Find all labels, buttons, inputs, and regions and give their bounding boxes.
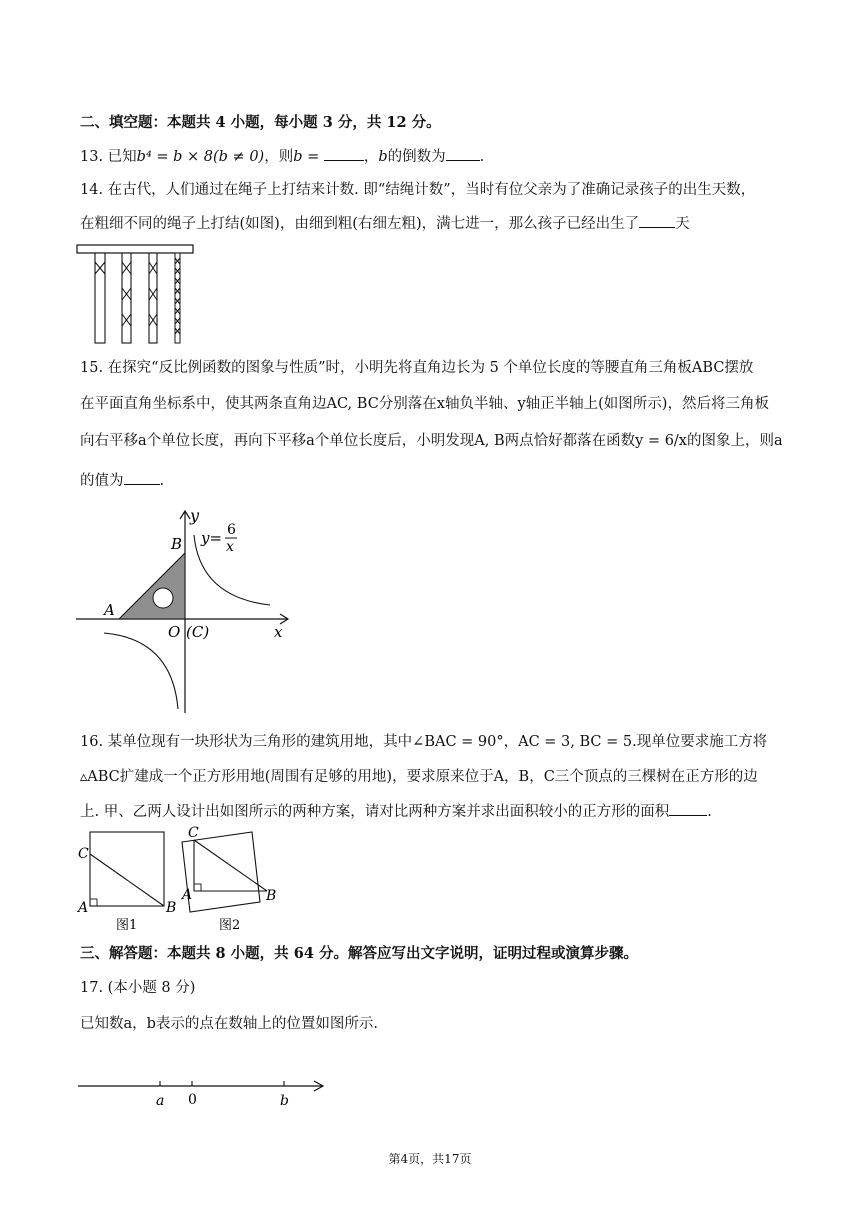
answer-blank-13a[interactable] (324, 146, 364, 161)
q14-line2-end: 天 (675, 216, 690, 232)
triangle-abc (119, 553, 185, 619)
label-C: (C) (186, 623, 210, 641)
q13-b-eq: b = (293, 149, 324, 165)
q13-prefix: 13. 已知 (80, 149, 137, 165)
fig1-hypotenuse (90, 854, 164, 906)
label-a: a (156, 1093, 165, 1109)
question-15-line2: 在平面直角坐标系中，使其两条直角边AC, BC分别落在x轴负半轴、y轴正半轴上(如图所示)，然后将三角板 (80, 396, 769, 412)
q13-end: . (479, 149, 485, 165)
page-footer: 第4页，共17页 (388, 1152, 472, 1166)
label-func: y= (201, 529, 223, 547)
fig2-right-angle (194, 884, 201, 891)
answer-blank-16[interactable] (669, 801, 707, 816)
answer-blank-13b[interactable] (446, 146, 480, 161)
fig1-label-A: A (78, 900, 89, 916)
q15-line4-end: . (159, 473, 165, 489)
number-line-figure (76, 1078, 336, 1112)
square-plan-figures (76, 826, 286, 934)
section-heading-answers: 三、解答题：本题共 8 小题，共 64 分。解答应写出文字说明，证明过程或演算步骤。 (80, 945, 638, 962)
fig2-label-A: A (182, 887, 193, 903)
question-14-line2 (80, 213, 690, 234)
knotted-rope-figure (76, 244, 196, 346)
triangle-hole (153, 588, 173, 608)
fig1-label-C: C (78, 846, 89, 862)
label-x: x (274, 623, 283, 641)
fig1-right-angle (90, 899, 97, 906)
label-B: B (171, 535, 183, 553)
fig1-label-B: B (166, 900, 177, 916)
label-func-den: x (226, 539, 234, 555)
question-15-line4 (80, 470, 164, 491)
q13-after: ， (363, 149, 379, 165)
question-17-line1: 已知数a，b表示的点在数轴上的位置如图所示. (80, 1016, 379, 1032)
hyperbola-triangle-figure (76, 505, 296, 715)
answer-blank-15[interactable] (124, 470, 160, 485)
q15-line4-text: 的值为 (80, 473, 124, 489)
q13-b: b (378, 149, 388, 165)
q14-line2-text: 在粗细不同的绳子上打结(如图)，由细到粗(右细左粗)，满七进一，那么孩子已经出生了 (80, 216, 640, 232)
q13-mid: ，则 (264, 149, 294, 165)
hyperbola-branch-2 (104, 633, 178, 709)
label-O: O (168, 623, 181, 641)
label-y: y (190, 506, 200, 525)
label-func-num: 6 (227, 522, 236, 538)
question-15-line1: 15. 在探究“反比例函数的图象与性质”时，小明先将直角边长为 5 个单位长度的等腰直角三角板ABC摆放 (80, 360, 754, 376)
figure-1 (76, 832, 176, 933)
fig2-label-C: C (188, 826, 199, 841)
question-17-title: 17. (本小题 8 分) (80, 980, 196, 996)
question-16-line2: ▵ABC扩建成一个正方形用地(周围有足够的用地)，要求原来位于A，B，C三个顶点的三棵树在正方形的边 (80, 769, 758, 785)
q13-tail: 的倒数为 (387, 149, 446, 165)
question-15-line3: 向右平移a个单位长度，再向下平移a个单位长度后，小明发现A, B两点恰好都落在函数y = 6/x的图象上，则a (80, 433, 783, 449)
q13-expression: b⁴ = b × 8(b ≠ 0) (136, 149, 265, 165)
question-14-line1: 14. 在古代，人们通过在绳子上打结来计数. 即“结绳计数”，当时有位父亲为了准确记录孩子的出生天数， (80, 182, 756, 198)
fig2-caption: 图2 (219, 918, 241, 933)
question-16-line3 (80, 801, 712, 822)
knots (95, 258, 180, 334)
q16-line3-end: . (707, 804, 712, 820)
label-A: A (104, 601, 115, 619)
fig1-caption: 图1 (116, 918, 138, 933)
fig1-square (90, 832, 164, 906)
answer-blank-14[interactable] (639, 213, 675, 228)
figure-2 (180, 826, 276, 933)
fig2-label-B: B (266, 888, 277, 904)
section-heading-fill-in: 二、填空题：本题共 4 小题，每小题 3 分，共 12 分。 (80, 114, 441, 131)
rope-bar (77, 245, 193, 253)
q16-line3-text: 上. 甲、乙两人设计出如图所示的两种方案，请对比两种方案并求出面积较小的正方形的面积 (80, 804, 670, 820)
rope-1 (95, 253, 105, 343)
label-b: b (280, 1093, 289, 1109)
label-zero: 0 (188, 1092, 197, 1108)
question-13 (80, 146, 484, 167)
question-16-line1: 16. 某单位现有一块形状为三角形的建筑用地，其中∠BAC = 90°，AC = 3, BC = 5.现单位要求施工方将 (80, 734, 768, 750)
